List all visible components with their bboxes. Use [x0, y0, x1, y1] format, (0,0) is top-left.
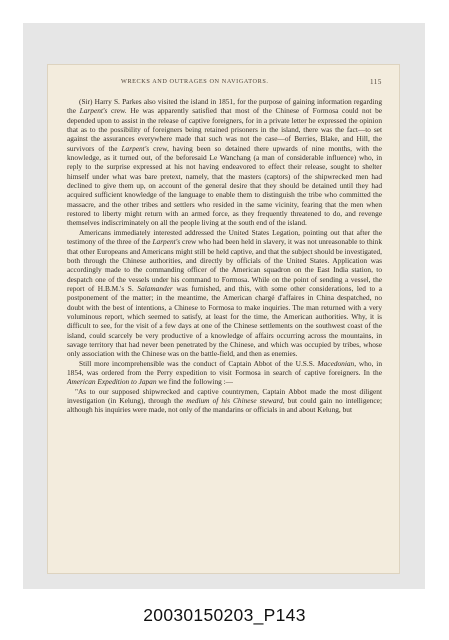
text-run: (Sir) Harry S. Parkes also visited the island in 1851, for the purpose of gaining information regarding the	[67, 97, 382, 116]
book-page	[47, 64, 400, 574]
text-run: "As to our supposed shipwrecked and captive countrymen, Captain Abbot made the most diligent investigation (in Kelung), through the	[67, 386, 382, 405]
paragraph-p1	[67, 97, 382, 228]
text-run: crew, having been so detained there upwards of nine months, with the knowledge, as it turned out, of the beforesaid Le Wanchang (a man of considerable influence) who, in reply to the surprise expressed at his not having endeavored to effect their release, sought to shelter himself under what was bare pretext, namely, that the masters (captors) of the shipwrecked men had declined to give them up, on account of the general desire that they should be detained until they had acquired sufficient knowledge of the language to enable them to distinguish the tribe who committed the massacre, and the other tribes and settlers who resided in the same vicinity, fearing that the men when restored to liberty might return with an armed force, as they frequently threatened to do, and revenge themselves indiscriminately on all the people living at the south end of the island.	[67, 143, 382, 228]
page-number: 115	[369, 78, 382, 86]
running-title: WRECKS AND OUTRAGES ON NAVIGATORS.	[121, 78, 269, 85]
paragraph-p3	[67, 359, 382, 387]
italic-text: Larpent's	[121, 143, 150, 153]
paragraph-p4	[67, 387, 382, 415]
text-run: was furnished, and this, with some other considerations, led to a postponement of the matter; in the meantime, the American chargé d'affaires in China despatched, no doubt with the best of intentions, a Chinese to Formosa to make inquiries. The man returned with a very voluminous report, which seemed to satisfy, at least for the time, the American authorities. Why, it is difficult to see, for the visit of a few days at one of the Chinese settlements on the southwest coast of the island, could scarcely be very productive of a knowledge of affairs occurring across the mountains, in savage territory that had never been penetrated by the Chinese, and which was occupied by tribes, whose only association with the Chinese was on the battle-field, and then as enemies.	[67, 283, 382, 359]
text-run: Americans immediately interested addressed the United States Legation, pointing out that after the testimony of the three of the	[67, 227, 382, 247]
italic-text: medium of his Chinese steward	[186, 396, 283, 405]
page-header	[93, 78, 382, 88]
italic-text: Salamander	[137, 283, 173, 293]
page-body-text	[67, 97, 382, 415]
text-run: Still more incomprehensible was the conduct of Captain Abbot of the U.S.S.	[79, 358, 318, 368]
text-run: , who, in 1854, was ordered from the Perry expedition to visit Formosa in search of captive foreigners. In the	[67, 358, 382, 377]
text-run: crew. He was apparently satisfied that most of the Chinese of Formosa could not be depended upon to assist in the release of captive foreigners, for in a private letter he expressed the opinion that as to the possibility of foreigners being retained prisoners in the island, there was the fact—to set against the assurances everywhere made that such was not the case—of Berries, Blake, and Hill, the survivors of the	[67, 106, 383, 153]
italic-text: Larpent's	[152, 237, 181, 247]
paragraph-p2	[67, 228, 382, 359]
italic-text: American Expedition to Japan	[67, 377, 157, 387]
italic-text: Larpent's	[79, 106, 108, 116]
text-run: crew who had been held in slavery, it was not unreasonable to think that other Europeans and Americans might still be held captive, and that the subject should be investigated, both through the Chinese authorities, and directly by officials of the United States. Application was accordingly made to the commanding officer of the American squadron on the East India station, to despatch one of the vessels under his command to Formosa. While on the point of sending a vessel, the report of H.B.M.'s S.	[67, 237, 383, 293]
text-run: we find the following :—	[156, 377, 234, 387]
italic-text: Macedonian	[317, 358, 355, 368]
image-id-caption: 20030150203_P143	[143, 605, 306, 625]
text-run: , but could gain no intelligence; although his inquiries were made, not only of the mandarins or officials in and about Kelung, but	[67, 396, 382, 415]
